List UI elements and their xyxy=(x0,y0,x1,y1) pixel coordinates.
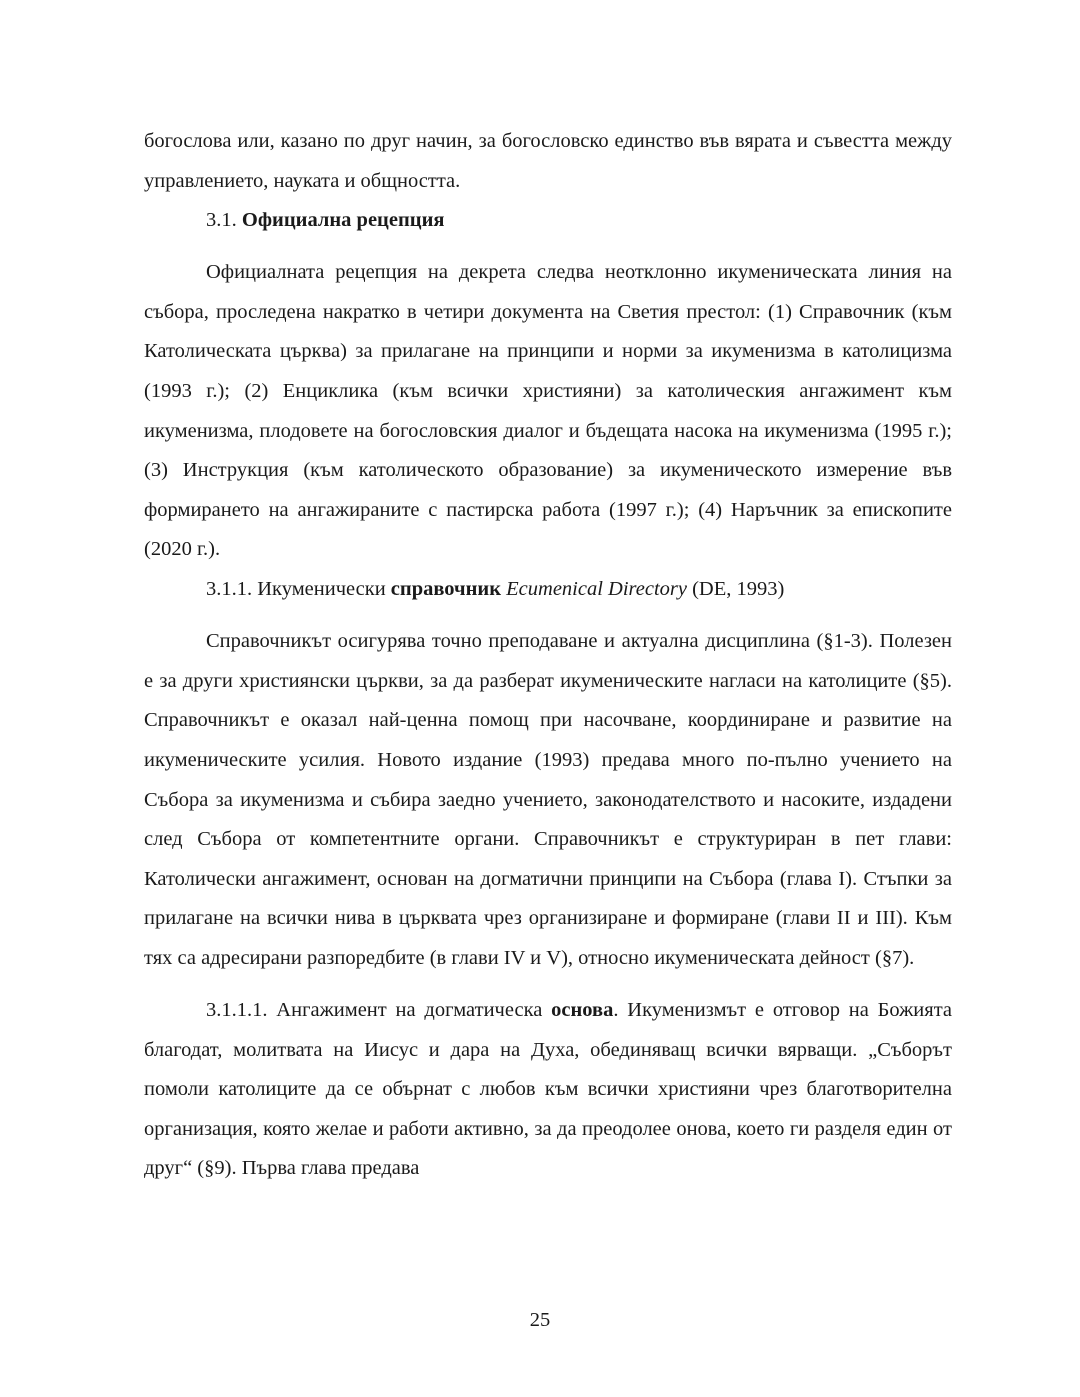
dogmatic-basis-paragraph xyxy=(144,991,952,1189)
document-body xyxy=(144,122,952,1189)
subsection-lead: 3.1.1. Икуменически xyxy=(206,578,386,601)
subsection-bold-term: справочник xyxy=(390,578,502,601)
section-number: 3.1. xyxy=(206,209,237,232)
subsection-italic-title: Ecumenical Directory xyxy=(506,578,687,601)
continuation-paragraph: богослова или, казано по друг начин, за богословско единство във вярата и съвестта между управлението, науката и общността. xyxy=(144,130,952,192)
section-heading-3-1 xyxy=(144,201,952,241)
subsection-tail: (DE, 1993) xyxy=(692,578,785,601)
dogmatic-bold-term: основа xyxy=(551,998,614,1021)
page-number: 25 xyxy=(529,1309,551,1331)
official-reception-paragraph: Официалната рецепция на декрета следва неотклонно икуменическата линия на събора, проследена накратко в четири документа на Светия престол: (1) Справочник (към Католическата църква) за прилагане на принципи и норми за икуменизма в католицизма (1993 г.); (2) Енциклика (към всички християни) за католическия ангажимент към икуменизма, плодовете на богословския диалог и бъдещата насока на икуменизма (1995 г.); (3) Инструкция (към католическото образование) за икуменическото измерение във формирането на ангажираните с пастирска работа (1997 г.); (4) Наръчник за епископите (2020 г.). xyxy=(144,261,952,561)
section-title: Официална рецепция xyxy=(241,209,445,232)
section-heading-3-1-1 xyxy=(144,570,952,610)
directory-paragraph: Справочникът осигурява точно преподаване и актуална дисциплина (§1-3). Полезен е за други християнски църкви, за да разберат икуменическите нагласи на католиците (§5). Справочникът е оказал най-ценна помощ при насочване, координиране и развитие на икуменическите усилия. Новото издание (1993) предава много по-пълно учението на Събора за икуменизма и събира заедно учението, законодателството и насоките, издадени след Събора от компетентните органи. Справочникът е структуриран в пет глави: Католически ангажимент, основан на догматични принципи на Събора (глава I). Стъпки за прилагане на всички нива в църквата чрез организиране и формиране (глави II и III). Към тях са адресирани разпоредбите (в глави IV и V), относно икуменическата дейност (§7). xyxy=(144,630,952,969)
dogmatic-rest: . Икуменизмът е отговор на Божията благодат, молитвата на Иисус и дара на Духа, обединяващ всички вярващи. „Съборът помоли католиците да се обърнат с любов към всички християни чрез благотворителна организация, която желае и работи активно, за да преодолее онова, което ги разделя един от друг“ (§9). Първа глава предава xyxy=(144,998,953,1180)
dogmatic-lead: 3.1.1.1. Ангажимент на догматическа xyxy=(206,998,543,1021)
